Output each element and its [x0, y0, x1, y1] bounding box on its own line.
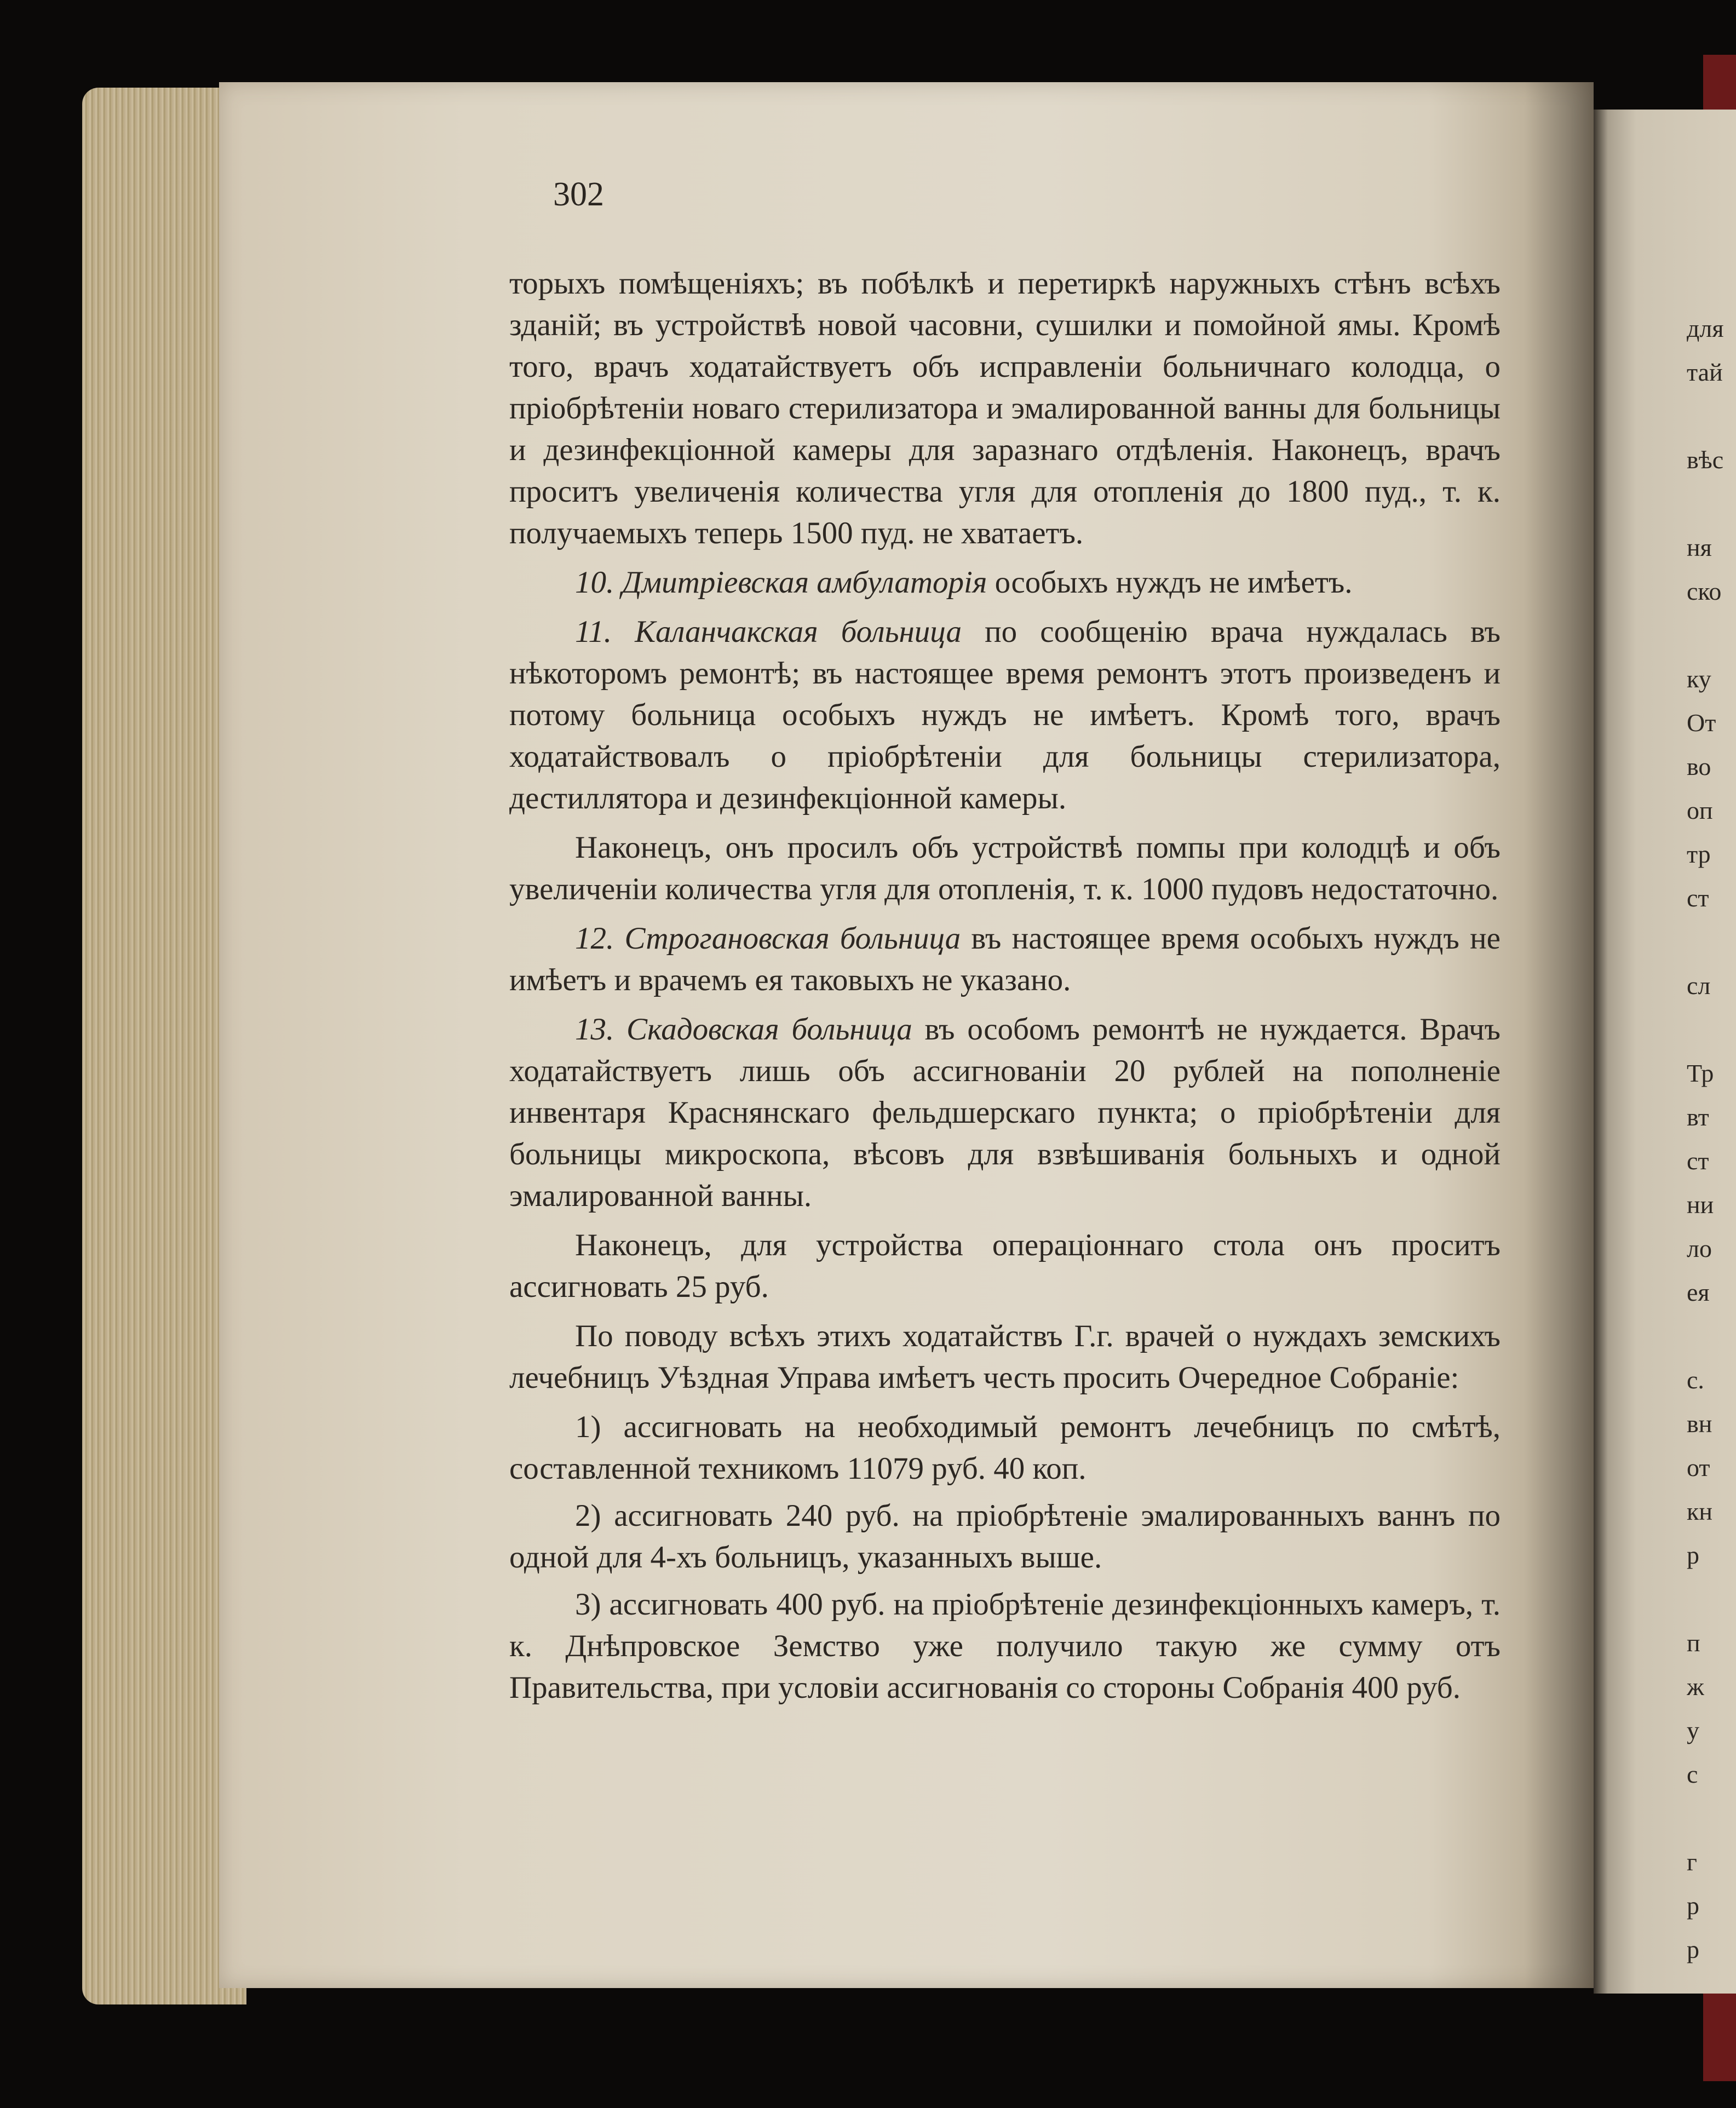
facing-line: ско	[1687, 577, 1722, 605]
facing-line	[1687, 1008, 1736, 1052]
facing-line: ни	[1687, 1191, 1714, 1219]
list-item: 1) ассигновать на необходимый ремонтъ лечебницъ по смѣтѣ, составленной техникомъ 11079 руб. 40 коп.	[509, 1410, 1501, 1486]
facing-line: ея	[1687, 1278, 1710, 1306]
facing-line	[1687, 394, 1736, 438]
facing-line: с	[1687, 1760, 1698, 1788]
facing-line	[1687, 1796, 1736, 1840]
paragraph: 10. Дмитріевская амбулаторія особыхъ нуждъ не имѣетъ.	[575, 565, 1353, 600]
facing-line: с.	[1687, 1366, 1704, 1394]
facing-line	[1687, 920, 1736, 964]
facing-line: кн	[1687, 1497, 1712, 1525]
facing-line: От	[1687, 709, 1716, 737]
list-item: 3) ассигновать 400 руб. на пріобрѣтеніе дезинфекціонныхъ камеръ, т. к. Днѣпровское Земство уже получило такую же сумму отъ Правительства, при условіи ассигнованія со стороны Собранія 400 руб.	[509, 1587, 1501, 1705]
facing-line: оп	[1687, 796, 1713, 824]
facing-page-text	[1687, 307, 1736, 1972]
facing-line: ж	[1687, 1673, 1704, 1701]
facing-line: р	[1687, 1935, 1699, 1963]
facing-line: р	[1687, 1541, 1699, 1569]
facing-line: ку	[1687, 665, 1711, 693]
facing-line	[1687, 613, 1736, 657]
facing-line: ло	[1687, 1234, 1712, 1262]
section-heading: 12. Строгановская больница	[575, 921, 961, 956]
facing-line: вѣс	[1687, 446, 1724, 474]
paragraph: Наконецъ, онъ просилъ объ устройствѣ помпы при колодцѣ и объ увеличеніи количества угля для отопленія, т. к. 1000 пудовъ недостаточно.	[509, 830, 1501, 906]
paragraph: 12. Строгановская больница въ настоящее время особыхъ нуждъ не имѣетъ и врачемъ ея таковыхъ не указано.	[509, 921, 1501, 997]
facing-line: вт	[1687, 1103, 1709, 1131]
paragraph: По поводу всѣхъ этихъ ходатайствъ Г.г. врачей о нуждахъ земскихъ лечебницъ Уѣздная Управа имѣетъ честь просить Очередное Собраніе:	[509, 1319, 1501, 1395]
section-heading: 11. Каланчакская больница	[575, 614, 962, 649]
facing-line: для	[1687, 314, 1724, 342]
facing-line	[1687, 1314, 1736, 1358]
facing-line: сл	[1687, 972, 1711, 1000]
paragraph: Наконецъ, для устройства операціоннаго стола онъ проситъ ассигновать 25 руб.	[509, 1228, 1501, 1304]
facing-line: ст	[1687, 1147, 1709, 1175]
list-item: 2) ассигновать 240 руб. на пріобрѣтеніе эмалированныхъ ваннъ по одной для 4-хъ больницъ, указанныхъ выше.	[509, 1498, 1501, 1575]
paragraph: 11. Каланчакская больница по сообщенію врача нуждалась въ нѣкоторомъ ремонтѣ; въ настоящее время ремонтъ этотъ произведенъ и потому больница особыхъ нуждъ не имѣетъ. Кромѣ того, врачъ ходатайствовалъ о пріобрѣтеніи для больницы стерилизатора, дестиллятора и дезинфекціонной камеры.	[509, 614, 1501, 815]
facing-line: п	[1687, 1629, 1700, 1657]
facing-line: вн	[1687, 1410, 1712, 1438]
facing-line: тай	[1687, 358, 1723, 386]
facing-line: от	[1687, 1454, 1710, 1481]
facing-line: Тр	[1687, 1059, 1714, 1087]
page-number: 302	[553, 176, 604, 213]
facing-line: ня	[1687, 533, 1712, 561]
facing-line: р	[1687, 1892, 1699, 1920]
facing-line: тр	[1687, 840, 1711, 868]
facing-line: ст	[1687, 884, 1709, 912]
page-text	[509, 263, 1501, 1714]
paragraph: 13. Скадовская больница въ особомъ ремонтѣ не нуждается. Врачъ ходатайствуетъ лишь объ ассигнованіи 20 рублей на пополненіе инвентаря Краснянскаго фельдшерскаго пункта; о пріобрѣтеніи для больницы микроскопа, вѣсовъ для взвѣшиванія больныхъ и одной эмалированной ванны.	[509, 1012, 1501, 1213]
facing-line	[1687, 482, 1736, 526]
section-heading: 10. Дмитріевская амбулаторія	[575, 565, 987, 600]
paragraph: торыхъ помѣщеніяхъ; въ побѣлкѣ и перетиркѣ наружныхъ стѣнъ всѣхъ зданій; въ устройствѣ новой часовни, сушилки и помойной ямы. Кромѣ того, врачъ ходатайствуетъ объ исправленіи больничнаго колодца, о пріобрѣтеніи новаго стерилизатора и эмалированной ванны для больницы и дезинфекціонной камеры для заразнаго отдѣленія. Наконецъ, врачъ проситъ увеличенія количества угля для отопленія до 1800 пуд., т. к. получаемыхъ теперь 1500 пуд. не хватаетъ.	[509, 266, 1501, 550]
facing-line: г	[1687, 1848, 1697, 1876]
facing-line: во	[1687, 753, 1711, 780]
facing-line	[1687, 1577, 1736, 1621]
section-heading: 13. Скадовская больница	[575, 1012, 912, 1047]
facing-line: у	[1687, 1716, 1699, 1744]
